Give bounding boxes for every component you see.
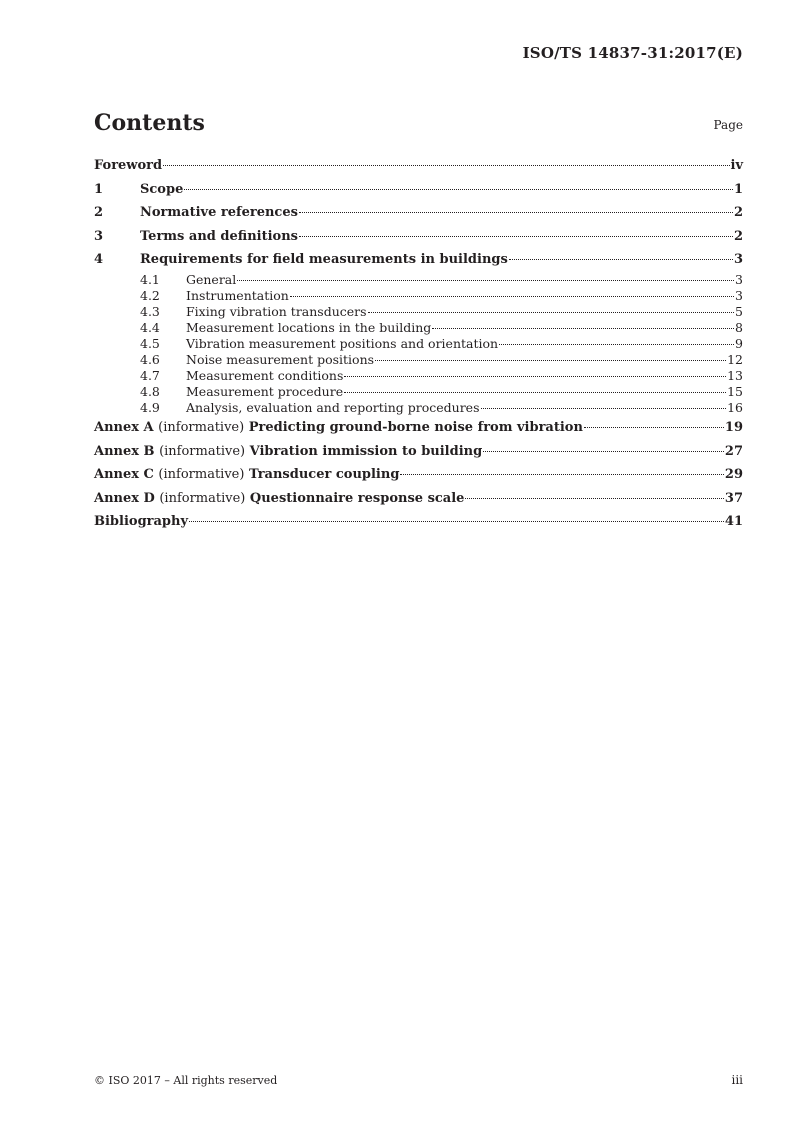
- annex-label: Annex C: [94, 467, 154, 483]
- toc-entry-page: 9: [735, 335, 743, 351]
- toc-entry-clause-1[interactable]: [94, 178, 743, 202]
- dot-leader: [481, 408, 727, 409]
- dot-leader: [299, 236, 733, 237]
- toc-entry-subclause-4-7[interactable]: [94, 368, 743, 384]
- dot-leader: [344, 376, 726, 377]
- copyright-notice: © ISO 2017 – All rights reserved: [94, 1074, 278, 1087]
- toc-entry-page: 13: [727, 367, 743, 383]
- dot-leader: [368, 312, 734, 313]
- toc-entry-title: Measurement procedure: [186, 383, 344, 399]
- dot-leader: [400, 474, 724, 475]
- page-number: iii: [731, 1073, 743, 1087]
- toc-entry-page: 5: [735, 303, 743, 319]
- dot-leader: [499, 344, 734, 345]
- toc-entry-number: 2: [94, 205, 104, 221]
- annex-label: Annex B: [94, 443, 155, 459]
- toc-entry-title: Foreword: [94, 158, 163, 173]
- toc-entry-title: Analysis, evaluation and reporting procedures: [186, 399, 480, 415]
- dot-leader: [163, 165, 729, 166]
- toc-entry-subclause-4-6[interactable]: [94, 352, 743, 368]
- toc-entry-title: Fixing vibration transducers: [186, 303, 367, 319]
- dot-leader: [290, 296, 734, 297]
- annex-title: Questionnaire response scale: [249, 490, 465, 506]
- toc-entry-title: Terms and definitions: [140, 228, 298, 244]
- toc-entry-number: 4.8: [140, 383, 160, 399]
- toc-entry-bibliography[interactable]: [94, 510, 743, 534]
- toc-entry-number: 4.7: [140, 367, 160, 383]
- toc-entry-clause-3[interactable]: [94, 225, 743, 249]
- dot-leader: [584, 427, 724, 428]
- toc-entry-title: Vibration measurement positions and orientation: [186, 335, 499, 351]
- dot-leader: [184, 189, 733, 190]
- toc-entry-page: 19: [724, 419, 743, 435]
- toc-entry-page: 3: [733, 252, 743, 268]
- annex-label: Annex D: [94, 490, 155, 506]
- toc-entry-number: 4.1: [140, 271, 160, 287]
- dot-leader: [299, 212, 733, 213]
- toc-entry-subclause-4-4[interactable]: [94, 320, 743, 336]
- toc-entry-title: General: [186, 271, 237, 287]
- annex-title: Predicting ground-borne noise from vibration: [248, 419, 583, 435]
- toc-entry-page: iv: [730, 158, 743, 173]
- toc-entry-foreword[interactable]: [94, 154, 743, 178]
- dot-leader: [509, 259, 733, 260]
- page-column-label: Page: [713, 118, 743, 132]
- toc-entry-page: 2: [733, 205, 743, 221]
- annex-type: (informative): [159, 443, 246, 459]
- toc-entry-title: Bibliography: [94, 514, 189, 530]
- toc-entry-number: 4.9: [140, 399, 160, 415]
- toc-entry-title: Noise measurement positions: [186, 351, 375, 367]
- toc-entry-number: 3: [94, 228, 104, 244]
- dot-leader: [432, 328, 734, 329]
- toc-entry-number: 4.3: [140, 303, 160, 319]
- toc-entry-subclause-4-9[interactable]: [94, 400, 743, 416]
- toc-entry-title: [94, 487, 464, 511]
- dot-leader: [237, 280, 734, 281]
- toc-entry-number: 4: [94, 252, 104, 268]
- toc-entry-title: Instrumentation: [186, 287, 289, 303]
- toc-entry-page: 37: [724, 490, 743, 506]
- toc-entry-title: Normative references: [140, 205, 298, 221]
- toc-entry-page: 3: [735, 271, 743, 287]
- toc-entry-number: 4.4: [140, 319, 160, 335]
- toc-entry-title: Scope: [140, 181, 184, 197]
- toc-entry-title: [94, 416, 583, 440]
- dot-leader: [465, 498, 723, 499]
- toc-entry-subclause-4-1[interactable]: [94, 272, 743, 288]
- toc-entry-page: 8: [735, 319, 743, 335]
- toc-entry-annex-d[interactable]: [94, 487, 743, 511]
- toc-entry-number: 4.5: [140, 335, 160, 351]
- toc-entry-title: Measurement locations in the building: [186, 319, 432, 335]
- annex-type: (informative): [159, 490, 246, 506]
- toc-entry-page: 2: [733, 228, 743, 244]
- toc-entry-title: [94, 440, 482, 464]
- toc-entry-subclause-4-5[interactable]: [94, 336, 743, 352]
- toc-entry-annex-a[interactable]: [94, 416, 743, 440]
- dot-leader: [344, 392, 726, 393]
- toc-entry-number: 4.6: [140, 351, 160, 367]
- page-title: Contents: [94, 110, 205, 136]
- toc-entry-title: Measurement conditions: [186, 367, 344, 383]
- toc-entry-subclause-4-8[interactable]: [94, 384, 743, 400]
- dot-leader: [483, 451, 724, 452]
- toc-entry-clause-4[interactable]: [94, 248, 743, 272]
- toc-entry-page: 27: [724, 443, 743, 459]
- dot-leader: [375, 360, 726, 361]
- annex-title: Vibration immission to building: [249, 443, 483, 459]
- toc-entry-annex-b[interactable]: [94, 440, 743, 464]
- toc-entry-title: Requirements for field measurements in buildings: [140, 252, 508, 268]
- toc-entry-page: 12: [727, 351, 743, 367]
- annex-label: Annex A: [94, 419, 154, 435]
- annex-title: Transducer coupling: [248, 467, 400, 483]
- toc-entry-page: 15: [727, 383, 743, 399]
- toc-entry-page: 41: [724, 514, 743, 530]
- toc-entry-number: 4.2: [140, 287, 160, 303]
- table-of-contents: [94, 154, 743, 534]
- annex-type: (informative): [158, 467, 245, 483]
- toc-entry-clause-2[interactable]: [94, 201, 743, 225]
- standard-identifier: ISO/TS 14837-31:2017(E): [522, 44, 743, 62]
- toc-entry-subclause-4-3[interactable]: [94, 304, 743, 320]
- toc-entry-number: 1: [94, 181, 104, 197]
- dot-leader: [189, 521, 724, 522]
- toc-entry-page: 16: [727, 399, 743, 415]
- toc-entry-page: 29: [724, 467, 743, 483]
- toc-entry-annex-c[interactable]: [94, 463, 743, 487]
- toc-entry-page: 1: [733, 181, 743, 197]
- annex-type: (informative): [158, 419, 245, 435]
- toc-entry-title: [94, 463, 399, 487]
- toc-entry-page: 3: [735, 287, 743, 303]
- toc-entry-subclause-4-2[interactable]: [94, 288, 743, 304]
